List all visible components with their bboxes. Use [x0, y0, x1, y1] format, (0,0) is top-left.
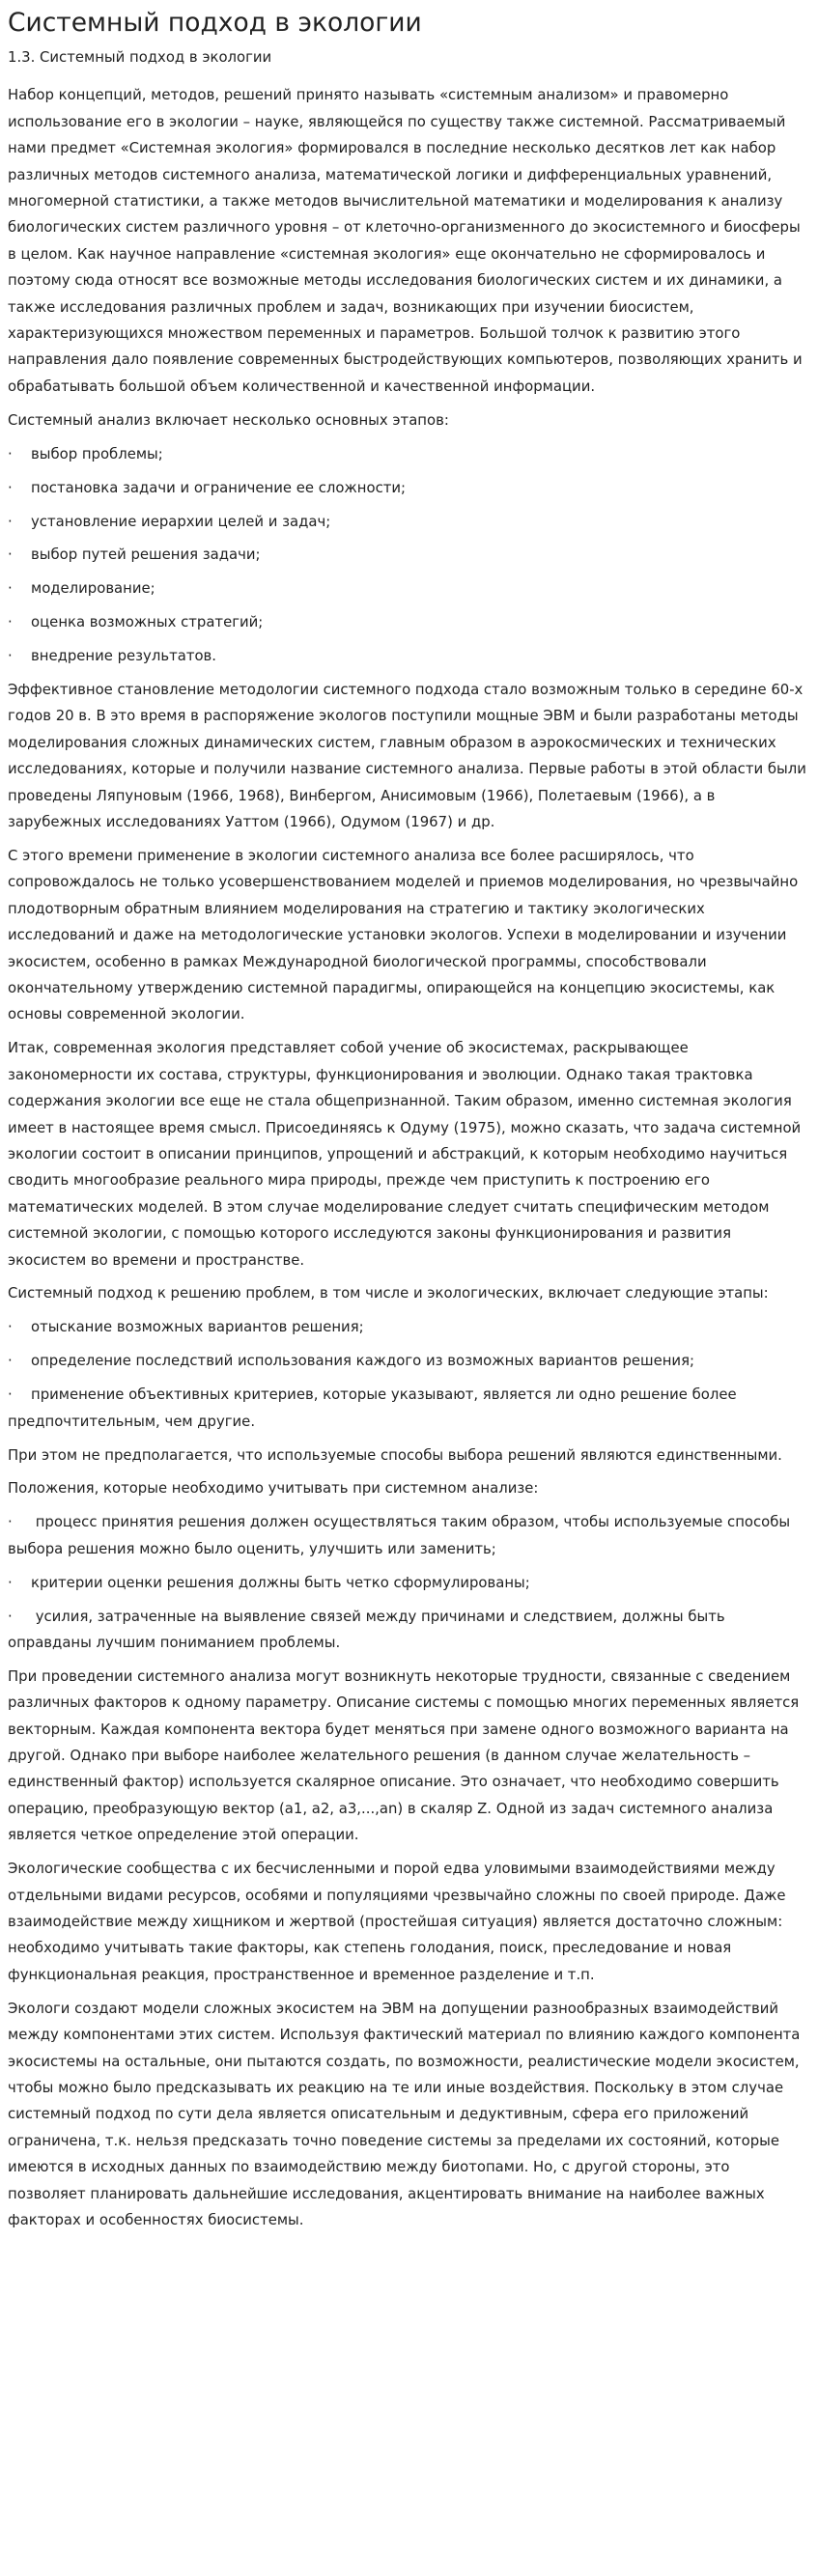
- list-item: · постановка задачи и ограничение ее сложности;: [8, 475, 809, 501]
- paragraph-history: Эффективное становление методологии системного подхода стало возможным только в середине 60-х годов 20 в. В это время в распоряжение экологов поступили мощные ЭВМ и были разработаны методы моделирования сложных динамических систем, главным образом в аэрокосмических и технических исследованиях, которые и получили название системного анализа. Первые работы в этой области были проведены Ляпуновым (1966, 1968), Винбергом, Анисимовым (1966), Полетаевым (1966), а в зарубежных исследованиях Уаттом (1966), Одумом (1967) и др.: [8, 681, 806, 831]
- list-item: · усилия, затраченные на выявление связей между причинами и следствием, должны быть оправданы лучшим пониманием проблемы.: [8, 1604, 809, 1657]
- solution-steps-list: [8, 1314, 809, 1435]
- list-item: · применение объективных критериев, которые указывают, является ли одно решение более предпочтительным, чем другие.: [8, 1382, 809, 1435]
- list-item: · оценка возможных стратегий;: [8, 609, 809, 635]
- bullet-icon: ·: [8, 1513, 13, 1531]
- paragraph-modern: Итак, современная экология представляет собой учение об экосистемах, раскрывающее закономерности их состава, структуры, функционирования и эволюции. Однако такая трактовка содержания экологии все еще не стала общепризнанной. Таким образом, именно системная экология имеет в настоящее время смысл. Присоединяясь к Одуму (1975), можно сказать, что задача системной экологии состоит в описании принципов, упрощений и абстракций, к которым необходимо научиться сводить многообразие реального мира природы, прежде чем приступить к построению его математических моделей. В этом случае моделирование следует считать специфическим методом системной экологии, с помощью которого исследуются законы функционирования и развития экосистем во времени и пространстве.: [8, 1039, 802, 1269]
- bullet-icon: ·: [8, 647, 13, 665]
- bullet-icon: ·: [8, 1352, 13, 1370]
- list-item: · выбор путей решения задачи;: [8, 542, 809, 568]
- paragraph-solution-intro: Системный подход к решению проблем, в том числе и экологических, включает следующие этапы:: [8, 1284, 769, 1302]
- paragraph-assume: При этом не предполагается, что используемые способы выбора решений являются единственными.: [8, 1445, 782, 1464]
- stages-list: [8, 441, 809, 670]
- bullet-icon: ·: [8, 478, 13, 496]
- list-item: · выбор проблемы;: [8, 441, 809, 467]
- list-item: · отыскание возможных вариантов решения;: [8, 1314, 809, 1340]
- list-item: · установление иерархии целей и задач;: [8, 509, 809, 535]
- bullet-icon: ·: [8, 1607, 13, 1625]
- bullet-icon: ·: [8, 546, 13, 564]
- list-item: · критерии оценки решения должны быть четко сформулированы;: [8, 1570, 809, 1596]
- list-item: · процесс принятия решения должен осуществляться таким образом, чтобы используемые способы выбора решения можно было оценить, улучшить или заменить;: [8, 1509, 809, 1562]
- paragraph-models: Экологи создают модели сложных экосистем на ЭВМ на допущении разнообразных взаимодействий между компонентами этих систем. Используя фактический материал по влиянию каждого компонента экосистемы на остальные, они пытаются создать, по возможности, реалистические модели экосистем, чтобы можно было предсказывать их реакцию на те или иные воздействия. Поскольку в этом случае системный подход по сути дела является описательным и дедуктивным, сфера его приложений ограничена, т.к. нельзя предсказать точно поведение системы за пределами их состояний, которые имеются в исходных данных по взаимодействию между биотопами. Но, с другой стороны, это позволяет планировать дальнейшие исследования, акцентировать внимание на наиболее важных факторах и особенностях биосистемы.: [8, 1999, 801, 2228]
- paragraph-intro: Набор концепций, методов, решений принято называть «системным анализом» и правомерно использование его в экологии – науке, являющейся по существу также системной. Рассматриваемый нами предмет «Системная экология» формировался в последние несколько десятков лет как набор различных методов системного анализа, математической логики и дифференциальных уравнений, многомерной статистики, а также методов вычислительной математики и моделирования к анализу биологических систем различного уровня – от клеточно-организменного до экосистемного и биосферы в целом. Как научное направление «системная экология» еще окончательно не сформировалось и поэтому сюда относят все возможные методы исследования биологических систем и их динамики, а также исследования различных проблем и задач, возникающих при изучении биосистем, характеризующихся множеством переменных и параметров. Большой толчок к развитию этого направления дало появление современных быстродействующих компьютеров, позволяющих хранить и обрабатывать большой объем количественной и качественной информации.: [8, 86, 803, 395]
- positions-list: [8, 1509, 809, 1656]
- bullet-icon: ·: [8, 579, 13, 598]
- bullet-icon: ·: [8, 444, 13, 462]
- bullet-icon: ·: [8, 1386, 13, 1404]
- list-item: · внедрение результатов.: [8, 643, 809, 669]
- bullet-icon: ·: [8, 512, 13, 530]
- list-item: · моделирование;: [8, 575, 809, 602]
- paragraph-stages-intro: Системный анализ включает несколько основных этапов:: [8, 410, 449, 429]
- list-item: · определение последствий использования каждого из возможных вариантов решения;: [8, 1348, 809, 1374]
- bullet-icon: ·: [8, 1573, 13, 1591]
- paragraph-positions-intro: Положения, которые необходимо учитывать при системном анализе:: [8, 1479, 539, 1498]
- page-title: Системный подход в экологии: [8, 8, 422, 38]
- bullet-icon: ·: [8, 1318, 13, 1336]
- paragraph-difficulties: При проведении системного анализа могут возникнуть некоторые трудности, связанные с сведением различных факторов к одному параметру. Описание системы с помощью многих переменных является векторным. Каждая компонента вектора будет меняться при замене одного возможного варианта на другой. Однако при выборе наиболее желательного решения (в данном случае желательность – единственный фактор) используется скалярное описание. Это означает, что необходимо совершить операцию, преобразующую вектор (а1, а2, а3,...,аn) в скаляр Z. Одной из задач системного анализа является четкое определение этой операции.: [8, 1666, 800, 1844]
- paragraph-spread: С этого времени применение в экологии системного анализа все более расширялось, что сопровождалось не только усовершенствованием моделей и приемов моделирования, но чрезвычайно плодотворным обратным влиянием моделирования на стратегию и тактику экологических исследований и даже на методологические установки экологов. Успехи в моделировании и изучении экосистем, особенно в рамках Международной биологической программы, способствовали окончательному утверждению системной парадигмы, опирающейся на концепцию экосистемы, как основы современной экологии.: [8, 846, 799, 1023]
- bullet-icon: ·: [8, 613, 13, 631]
- paragraph-communities: Экологические сообщества с их бесчисленными и порой едва уловимыми взаимодействиями между отдельными видами ресурсов, особями и популяциями чрезвычайно сложны по своей природе. Даже взаимодействие между хищником и жертвой (простейшая ситуация) является достаточно сложным: необходимо учитывать такие факторы, как степень голодания, поиск, преследование и новая функциональная реакция, пространственное и временное разделение и т.п.: [8, 1860, 786, 1983]
- section-heading: 1.3. Системный подход в экологии: [8, 48, 272, 66]
